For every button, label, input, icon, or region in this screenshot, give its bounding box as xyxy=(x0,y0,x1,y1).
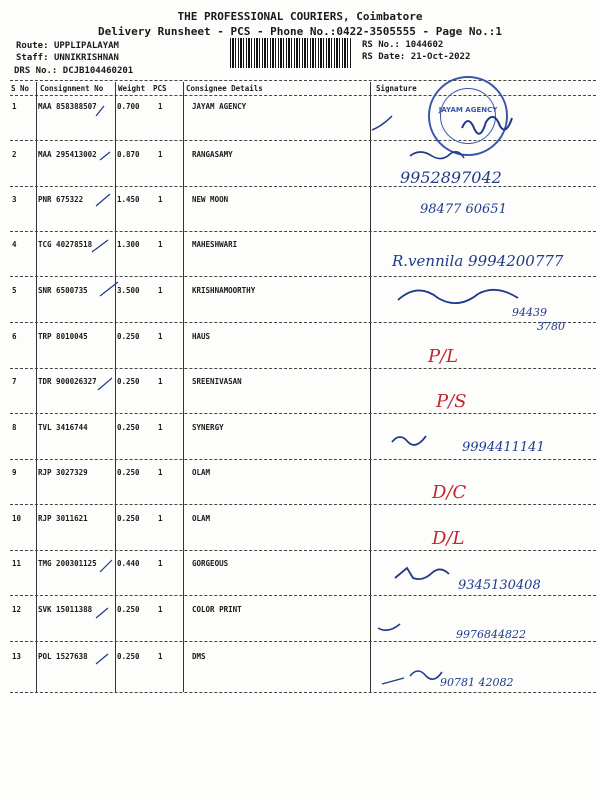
signature-12 xyxy=(378,624,400,630)
row-pcs: 1 xyxy=(158,286,163,295)
tick-mark xyxy=(96,194,110,206)
row-pcs: 1 xyxy=(158,605,163,614)
handwritten-phone: 9952897042 xyxy=(400,168,502,187)
row-consignee: GORGEOUS xyxy=(192,559,229,568)
col-header-consignment: Consignment No xyxy=(40,84,104,93)
row-consignment: TVL 3416744 xyxy=(38,423,88,432)
rs-no-label: RS No.: xyxy=(362,40,400,50)
row-weight: 0.440 xyxy=(117,559,140,568)
row-weight: 0.250 xyxy=(117,332,140,341)
row-sno: 9 xyxy=(12,468,17,477)
row-sno: 11 xyxy=(12,559,22,568)
row-sno: 10 xyxy=(12,514,22,523)
row-sno: 6 xyxy=(12,332,17,341)
handwritten-phone: 90781 42082 xyxy=(440,676,514,689)
row-consignee: JAYAM AGENCY xyxy=(192,102,247,111)
row-consignee: OLAM xyxy=(192,468,211,477)
row-consignee: NEW MOON xyxy=(192,195,229,204)
signature-5 xyxy=(398,290,518,303)
handwritten-phone: 9976844822 xyxy=(456,628,526,641)
tick-mark xyxy=(100,152,110,160)
handwritten-name-phone: R.vennila 9994200777 xyxy=(392,252,564,270)
rs-date-label: RS Date: xyxy=(362,52,406,62)
row-consignee: DMS xyxy=(192,652,206,661)
row-sno: 2 xyxy=(12,150,17,159)
handwritten-status: P/S xyxy=(436,391,467,412)
row-consignment: PNR 675322 xyxy=(38,195,84,204)
col-header-sno: S No xyxy=(11,84,30,93)
signature-tick xyxy=(372,116,392,130)
drs-label: DRS No.: xyxy=(14,66,58,76)
row-consignment: SVK 15011388 xyxy=(38,605,93,614)
row-consignment: TRP 8010045 xyxy=(38,332,88,341)
handwritten-status: P/L xyxy=(428,346,459,367)
runsheet-title: Delivery Runsheet - PCS - Phone No.:0422-3505555 - Page No.:1 xyxy=(98,25,502,38)
row-sno: 1 xyxy=(12,102,17,111)
handwritten-phone: 98477 60651 xyxy=(420,202,507,217)
rs-no-value: 1044602 xyxy=(405,40,444,50)
row-consignment: RJP 3027329 xyxy=(38,468,88,477)
row-consignment: TMG 200301125 xyxy=(38,559,97,568)
staff-label: Staff: xyxy=(16,53,49,63)
row-weight: 0.250 xyxy=(117,514,140,523)
company-title: THE PROFESSIONAL COURIERS, Coimbatore xyxy=(177,10,423,23)
row-consignee: OLAM xyxy=(192,514,211,523)
tick-mark xyxy=(92,240,108,252)
row-pcs: 1 xyxy=(158,514,163,523)
row-sno: 13 xyxy=(12,652,22,661)
signature-11 xyxy=(395,568,449,579)
row-weight: 0.250 xyxy=(117,652,140,661)
row-consignee: RANGASAMY xyxy=(192,150,233,159)
row-pcs: 1 xyxy=(158,559,163,568)
col-header-pcs: PCS xyxy=(153,84,167,93)
row-consignee: KRISHNAMOORTHY xyxy=(192,286,256,295)
row-weight: 0.250 xyxy=(117,423,140,432)
row-weight: 0.250 xyxy=(117,377,140,386)
row-weight: 0.700 xyxy=(117,102,140,111)
row-pcs: 1 xyxy=(158,423,163,432)
row-consignment: MAA 295413002 xyxy=(38,150,97,159)
row-sno: 5 xyxy=(12,286,17,295)
staff-value: UNNIKRISHNAN xyxy=(53,53,119,63)
row-consignee: HAUS xyxy=(192,332,211,341)
row-pcs: 1 xyxy=(158,102,163,111)
row-weight: 0.250 xyxy=(117,605,140,614)
row-consignee: SYNERGY xyxy=(192,423,224,432)
row-pcs: 1 xyxy=(158,195,163,204)
row-weight: 3.500 xyxy=(117,286,140,295)
row-consignment: RJP 3011621 xyxy=(38,514,88,523)
row-consignee: COLOR PRINT xyxy=(192,605,242,614)
row-pcs: 1 xyxy=(158,652,163,661)
handwritten-phone: 9994411141 xyxy=(462,440,545,455)
tick-mark xyxy=(100,560,112,572)
signature-13 xyxy=(410,671,442,679)
row-sno: 8 xyxy=(12,423,17,432)
row-sno: 4 xyxy=(12,240,17,249)
handwritten-note: 94439 xyxy=(512,306,547,319)
col-header-weight: Weight xyxy=(118,84,146,93)
rs-date-value: 21-Oct-2022 xyxy=(410,52,471,62)
row-pcs: 1 xyxy=(158,332,163,341)
drs-value: DCJB104460201 xyxy=(62,66,134,76)
tick-mark xyxy=(98,378,112,390)
signature-1 xyxy=(462,117,512,134)
tick-mark xyxy=(100,282,118,296)
signature-8 xyxy=(392,436,426,445)
row-weight: 0.250 xyxy=(117,468,140,477)
route-value: UPPLIPALAYAM xyxy=(53,41,119,51)
row-pcs: 1 xyxy=(158,377,163,386)
row-pcs: 1 xyxy=(158,468,163,477)
handwritten-status: D/C xyxy=(432,482,467,503)
tick-mark xyxy=(96,654,108,664)
signature-2 xyxy=(410,152,464,159)
row-consignment: TDR 900026327 xyxy=(38,377,97,386)
route-label: Route: xyxy=(16,41,49,51)
row-weight: 0.870 xyxy=(117,150,140,159)
row-weight: 1.450 xyxy=(117,195,140,204)
col-header-consignee: Consignee Details xyxy=(186,84,263,93)
row-consignee: SREENIVASAN xyxy=(192,377,242,386)
row-consignment: POL 1527638 xyxy=(38,652,88,661)
row-pcs: 1 xyxy=(158,240,163,249)
row-pcs: 1 xyxy=(158,150,163,159)
row-consignment: TCG 40278518 xyxy=(38,240,93,249)
tick-mark xyxy=(96,608,108,618)
row-consignee: MAHESHWARI xyxy=(192,240,238,249)
stamp-text: JAYAM AGENCY xyxy=(438,106,498,114)
handwritten-phone: 9345130408 xyxy=(458,578,541,593)
col-header-signature: Signature xyxy=(376,84,417,93)
tick-mark xyxy=(96,106,104,116)
row-sno: 3 xyxy=(12,195,17,204)
handwritten-note: 3780 xyxy=(537,320,565,333)
row-sno: 7 xyxy=(12,377,17,386)
handwritten-status: D/L xyxy=(432,528,465,549)
row-consignment: MAA 858388507 xyxy=(38,102,97,111)
signature-dash xyxy=(382,678,404,684)
row-weight: 1.300 xyxy=(117,240,140,249)
row-consignment: SNR 6500735 xyxy=(38,286,88,295)
row-sno: 12 xyxy=(12,605,22,614)
